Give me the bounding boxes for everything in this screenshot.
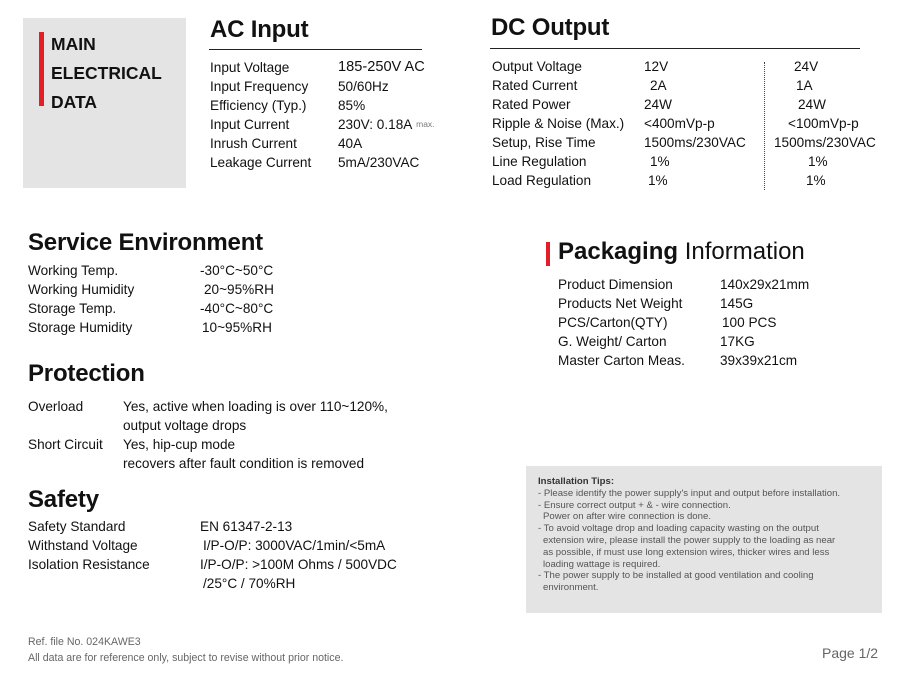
spec-label: Storage Temp. [28,301,117,316]
table-row [558,351,809,370]
disclaimer: All data are for reference only, subject to revise without prior notice. [28,652,344,664]
spec-label: Input Current [210,117,290,132]
table-row [492,171,876,190]
spec-label: Efficiency (Typ.) [210,98,307,113]
ac-input-table [210,58,435,172]
main-electrical-data-box [23,18,186,188]
spec-value-12v: <400mVp-p [644,116,715,131]
spec-value-24v: 1% [806,173,826,188]
table-row [28,397,388,416]
spec-label: Output Voltage [492,59,582,74]
spec-value: /25°C / 70%RH [203,576,296,591]
tips-title: Installation Tips: [538,476,615,487]
spec-label: Inrush Current [210,136,297,151]
tips-line: loading wattage is required. [543,558,661,570]
spec-label: Withstand Voltage [28,538,138,553]
spec-label: Master Carton Meas. [558,353,685,368]
spec-value: 185-250V AC [338,59,425,75]
protection-table [28,397,388,473]
spec-value: EN 61347-2-13 [200,519,293,534]
table-row [492,114,876,133]
spec-value: recovers after fault condition is removed [123,456,365,471]
spec-value-12v: 1500ms/230VAC [644,135,746,150]
spec-value: 50/60Hz [338,79,389,94]
tips-line: environment. [543,582,599,594]
table-row [28,280,274,299]
spec-label: Ripple & Noise (Max.) [492,116,625,131]
dc-output-title: DC Output [491,14,610,41]
spec-label: Rated Power [492,97,571,112]
ac-input-title: AC Input [210,16,309,43]
table-row [558,332,809,351]
spec-value: -40°C~80°C [200,301,274,316]
max-note: max. [416,119,435,129]
spec-value: 10~95%RH [202,320,272,335]
spec-value: 140x29x21mm [720,277,810,292]
service-environment-table [28,261,274,337]
tips-line: Power on after wire connection is done. [543,511,711,523]
spec-label: Working Humidity [28,282,135,297]
table-row [28,454,388,473]
packaging-title-bold: Packaging [558,238,679,265]
spec-label: Leakage Current [210,155,312,170]
spec-label: Product Dimension [558,277,673,292]
table-row [210,115,435,134]
red-accent-bar [39,32,44,106]
spec-value: 40A [338,136,363,151]
packaging-title-rest: Information [678,238,805,265]
table-row [492,95,876,114]
table-row [28,416,388,435]
tips-line: - Please identify the power supply's input and output before installation. [538,487,841,499]
protection-title: Protection [28,360,145,387]
spec-label: Load Regulation [492,173,592,188]
tips-line: as possible, if must use long extension wires, thicker wires and less [543,546,830,558]
main-box-line: DATA [51,92,98,112]
table-row [28,299,274,318]
spec-value-12v: 12V [644,59,669,74]
spec-label [28,574,200,593]
table-row [558,294,809,313]
tips-line: - To avoid voltage drop and loading capacity wasting on the output [538,523,819,535]
spec-label: Short Circuit [28,437,103,452]
ac-input-rule [209,49,422,50]
spec-label: Rated Current [492,78,578,93]
spec-value-24v: 1500ms/230VAC [774,135,876,150]
spec-value: I/P-O/P: 3000VAC/1min/<5mA [203,538,386,553]
table-row [28,555,397,574]
table-row [28,261,274,280]
spec-label: Setup, Rise Time [492,135,596,150]
spec-label: Line Regulation [492,154,587,169]
spec-label: Safety Standard [28,519,126,534]
packaging-title [558,238,805,266]
main-box-heading [51,30,162,117]
spec-label: Overload [28,399,84,414]
table-row [210,134,435,153]
spec-value: 100 PCS [722,315,777,330]
spec-value: Yes, active when loading is over 110~120%, [123,399,388,414]
spec-value-24v: <100mVp-p [788,116,859,131]
spec-value: 39x39x21cm [720,353,798,368]
table-row [492,57,876,76]
spec-label: Input Frequency [210,79,309,94]
spec-label: Working Temp. [28,263,119,278]
spec-value: Yes, hip-cup mode [123,437,236,452]
main-box-line: MAIN [51,34,96,54]
spec-value-24v: 1% [808,154,828,169]
table-row [28,574,397,593]
spec-value: 85% [338,98,366,113]
table-row [28,536,397,555]
spec-value: 230V: 0.18A [338,117,413,132]
safety-title: Safety [28,486,99,513]
dc-output-rule [490,48,860,49]
table-row [492,133,876,152]
service-environment-title: Service Environment [28,229,263,256]
spec-label: G. Weight/ Carton [558,334,667,349]
spec-value-24v: 24W [798,97,826,112]
installation-tips-panel [526,466,882,613]
table-row [28,435,388,454]
table-row [28,318,274,337]
spec-label: Storage Humidity [28,320,133,335]
spec-value: 20~95%RH [204,282,274,297]
table-row [210,96,435,115]
tips-line: - Ensure correct output + & - wire connection. [538,499,731,511]
spec-value: output voltage drops [123,418,247,433]
table-row [28,517,397,536]
spec-label: Isolation Resistance [28,557,150,572]
spec-value-24v: 1A [796,78,813,93]
table-row [558,275,809,294]
spec-value: 17KG [720,334,755,349]
tips-line: extension wire, please install the power supply to the loading as near [543,534,836,546]
spec-value-12v: 24W [644,97,672,112]
spec-label [28,416,123,435]
packaging-table [558,275,809,370]
spec-value-24v: 24V [794,59,819,74]
table-row [210,153,435,172]
spec-value-12v: 1% [648,173,668,188]
table-row [558,313,809,332]
spec-label: Products Net Weight [558,296,683,311]
safety-table [28,517,397,593]
page-number: Page 1/2 [822,645,879,661]
spec-value: -30°C~50°C [200,263,274,278]
footer-notes [28,634,343,666]
main-box-line: ELECTRICAL [51,63,162,83]
tips-line: - The power supply to be installed at good ventilation and cooling [538,570,814,582]
spec-value-12v: 2A [650,78,667,93]
red-accent-bar [546,242,550,266]
ref-file-number: Ref. file No. 024KAWE3 [28,636,141,648]
table-row [492,76,876,95]
spec-label: Input Voltage [210,60,290,75]
spec-label: PCS/Carton(QTY) [558,315,668,330]
spec-value: 145G [720,296,754,311]
table-row [492,152,876,171]
table-row [210,77,435,96]
spec-label [28,454,123,473]
spec-value-12v: 1% [650,154,670,169]
table-row [210,58,435,77]
spec-value: 5mA/230VAC [338,155,420,170]
spec-value: I/P-O/P: >100M Ohms / 500VDC [200,557,397,572]
dc-output-table [492,57,876,190]
